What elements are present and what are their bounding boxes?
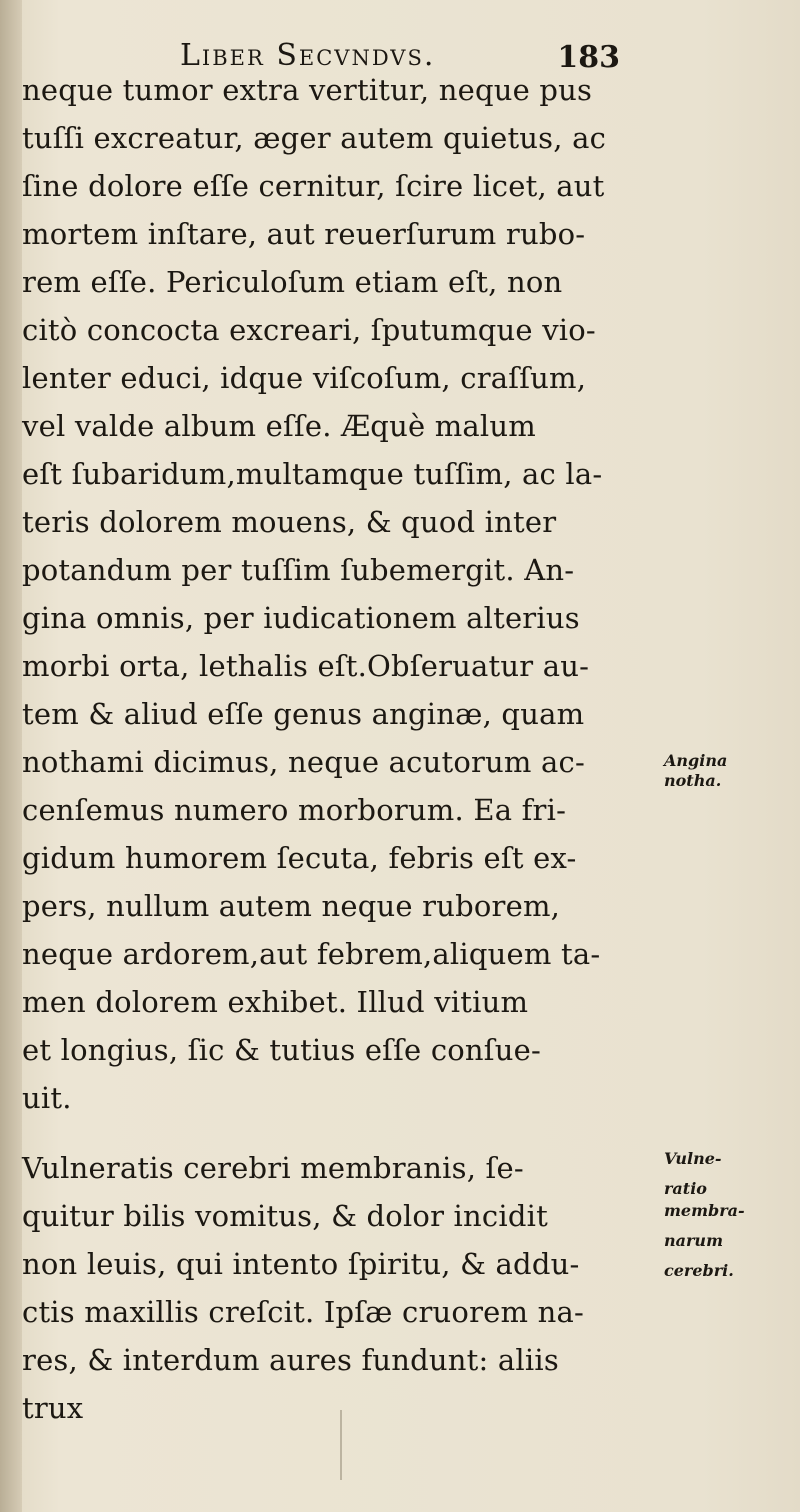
text-line: morbi orta, lethalis eſt.Obſeruatur au- [22,649,590,683]
text-line: tem & aliud eſſe genus anginæ, quam [22,697,585,731]
marginal-note: Vulne- [664,1149,722,1168]
text-line: lenter educi, idque viſcoſum, craſſum, [22,361,587,395]
catchword-line: trux [22,1391,84,1425]
text-line: cenſemus numero morborum. Ea fri- [22,793,567,827]
text-line: Vulneratis cerebri membranis, ſe- [22,1151,524,1185]
text-line: tuſſi excreatur, æger autem quietus, ac [22,121,607,155]
page-number: 183 [557,40,620,75]
text-line: gidum humorem ſecuta, febris eſt ex- [22,841,577,875]
marginal-note: Angina [664,751,728,770]
marginal-note: cerebri. [664,1261,734,1280]
text-line: uit. [22,1081,72,1115]
text-line: neque ardorem,aut febrem,aliquem ta- [22,937,601,971]
text-line: quitur bilis vomitus, & dolor incidit [22,1199,548,1233]
text-line: teris dolorem mouens, & quod inter [22,505,557,539]
text-line: citò concocta excreari, ſputumque vio- [22,313,596,347]
text-line: ctis maxillis creſcit. Ipſæ cruorem na- [22,1295,585,1329]
text-line: men dolorem exhibet. Illud vitium [22,985,529,1019]
text-line: ſine dolore eſſe cernitur, ſcire licet, aut [22,169,605,203]
ink-mark [340,1410,342,1480]
text-line: rem eſſe. Periculoſum etiam eſt, non [22,265,563,299]
text-line: res, & interdum aures fundunt: aliis [22,1343,559,1377]
text-line: gina omnis, per iudicationem alterius [22,601,580,635]
marginal-note: membra- [664,1201,745,1220]
text-line: non leuis, qui intento ſpiritu, & addu- [22,1247,580,1281]
text-line: eſt ſubaridum,multamque tuſſim, ac la- [22,457,603,491]
page-gutter [0,0,22,1512]
text-line: neque tumor extra vertitur, neque pus [22,73,593,107]
text-line: nothami dicimus, neque acutorum ac- [22,745,585,779]
marginal-note: narum [664,1231,723,1250]
text-line: pers, nullum autem neque ruborem, [22,889,561,923]
text-line: vel valde album eſſe. Æquè malum [22,409,536,443]
marginal-note: notha. [664,771,722,790]
marginal-note: ratio [664,1179,707,1198]
text-line: potandum per tuſſim ſubemergit. An- [22,553,575,587]
text-line: mortem inſtare, aut reuerſurum rubo- [22,217,586,251]
text-line: et longius, ſic & tutius eſſe conſue- [22,1033,541,1067]
running-head: Liber Secvndvs. [180,38,436,73]
